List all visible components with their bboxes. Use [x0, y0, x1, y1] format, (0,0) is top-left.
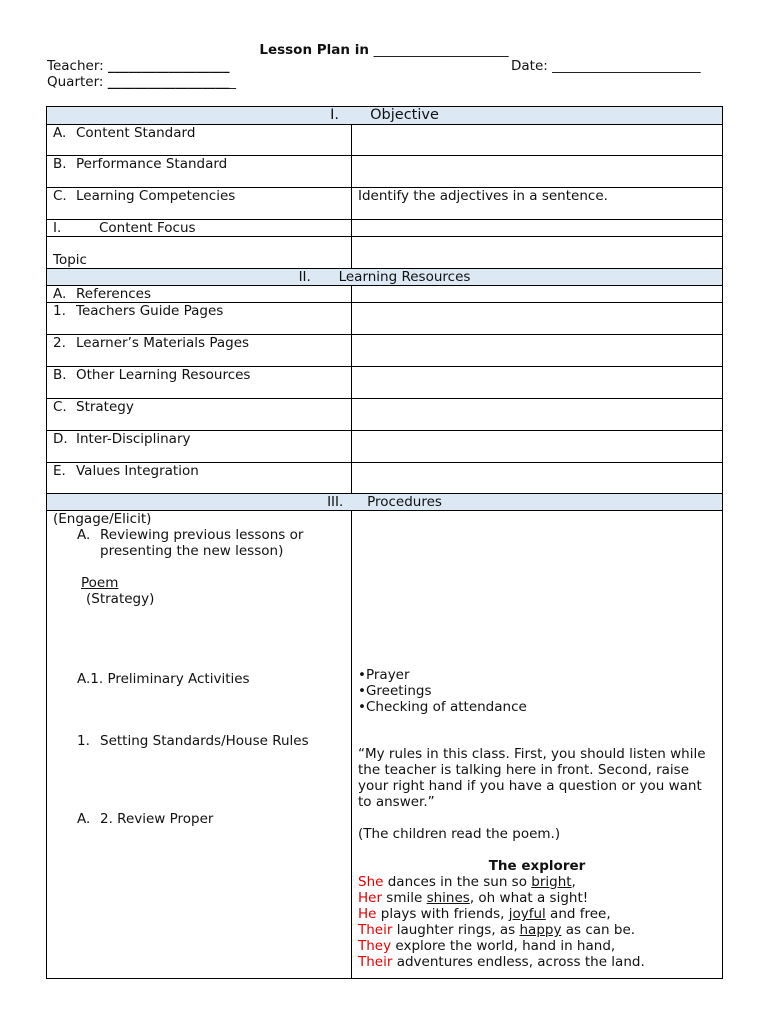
section-title: Learning Resources: [338, 269, 471, 285]
row-letter: B.: [53, 156, 67, 172]
row-content-standard: [47, 125, 723, 156]
row-performance-standard: [47, 156, 723, 188]
row-value: [352, 367, 723, 399]
row-value: [352, 286, 723, 303]
row-value: [352, 303, 723, 335]
procedures-left: [47, 511, 352, 979]
poem-line: Their adventures endless, across the land.: [358, 954, 645, 970]
prelim-item-prayer: •Prayer: [358, 667, 410, 683]
section-number: III.: [327, 494, 344, 510]
poem-line: They explore the world, hand in hand,: [358, 938, 616, 954]
date-label: Date:: [511, 58, 548, 74]
row-value: [352, 125, 723, 156]
row-label: Performance Standard: [76, 156, 228, 172]
row-label: Content Standard: [76, 125, 196, 141]
row-learning-competencies: [47, 188, 723, 220]
row-letter: A.: [53, 125, 67, 141]
row-letter: D.: [53, 431, 68, 447]
row-letter: E.: [53, 463, 66, 479]
poem-line: Their laughter rings, as happy as can be.: [358, 922, 636, 938]
section-title: Objective: [370, 107, 439, 123]
row-letter: A.: [53, 286, 67, 302]
row-label: Other Learning Resources: [76, 367, 251, 383]
section-procedures: [47, 494, 723, 511]
house-rules-text: “My rules in this class. First, you should listen while the teacher is talking here in front. Second, raise your right hand if you have a question or you want to answer.”: [358, 746, 706, 810]
lesson-plan-title: [47, 42, 721, 58]
row-value: [352, 220, 723, 237]
row-letter: 1.: [53, 303, 66, 319]
competency-value: Identify the adjectives in a sentence.: [352, 188, 723, 220]
poem-title: The explorer: [488, 858, 586, 874]
poem-label: Poem: [81, 575, 119, 591]
quarter-tail: _: [229, 74, 237, 90]
teacher-label: Teacher:: [47, 58, 104, 74]
engage-label: (Engage/Elicit): [53, 511, 152, 527]
row-procedures-body: [47, 511, 723, 979]
strategy-label: (Strategy): [86, 591, 155, 607]
pronoun: He: [358, 906, 377, 922]
quarter-blank: __________________: [107, 74, 230, 90]
row-content-focus: [47, 220, 723, 237]
row-label: Content Focus: [99, 220, 196, 236]
review-item: [53, 527, 345, 559]
quarter-row: [47, 74, 721, 90]
section-number: I.: [330, 107, 340, 123]
row-teachers-guide: [47, 303, 723, 335]
row-letter: C.: [53, 399, 67, 415]
section-resources: [47, 269, 723, 286]
row-label: Teachers Guide Pages: [76, 303, 224, 319]
row-label: Strategy: [76, 399, 134, 415]
adjective: happy: [519, 922, 562, 938]
pronoun: She: [358, 874, 384, 890]
row-letter: C.: [53, 188, 67, 204]
poem-line: Her smile shines, oh what a sight!: [358, 890, 589, 906]
quarter-label: Quarter:: [47, 74, 104, 90]
section-title: Procedures: [367, 494, 442, 510]
row-strategy: [47, 399, 723, 431]
row-value: [352, 335, 723, 367]
row-value: [352, 156, 723, 188]
row-topic: [47, 237, 723, 269]
review-letter: A.: [77, 527, 91, 543]
procedures-right: [352, 511, 723, 979]
pronoun: They: [358, 938, 392, 954]
row-value: [352, 431, 723, 463]
standards-label: Setting Standards/House Rules: [100, 733, 309, 749]
row-label: Inter-Disciplinary: [76, 431, 191, 447]
children-read-note: (The children read the poem.): [358, 826, 561, 842]
prelim-item-greetings: •Greetings: [358, 683, 432, 699]
preliminary-label: A.1. Preliminary Activities: [77, 671, 250, 687]
poem-line: She dances in the sun so bright,: [358, 874, 576, 890]
lesson-plan-table: [46, 106, 723, 979]
standards-item: [53, 733, 345, 749]
review-line-1: Reviewing previous lessons or: [100, 527, 304, 543]
row-label: Learner’s Materials Pages: [76, 335, 250, 351]
section-objective: [47, 107, 723, 125]
row-label: Values Integration: [76, 463, 199, 479]
row-label: References: [76, 286, 152, 302]
row-label: Learning Competencies: [76, 188, 236, 204]
teacher-row: [47, 58, 721, 74]
row-letter: 2.: [53, 335, 66, 351]
subject-blank: ____________________: [373, 42, 509, 58]
section-number: II.: [298, 269, 311, 285]
row-references: [47, 286, 723, 303]
topic-label: Topic: [53, 252, 87, 268]
pronoun: Their: [358, 954, 393, 970]
pronoun: Her: [358, 890, 383, 906]
review-proper-label: 2. Review Proper: [100, 811, 214, 827]
date-blank: ______________________: [552, 58, 701, 74]
review-line-2: presenting the new lesson): [100, 543, 284, 559]
standards-number: 1.: [77, 733, 90, 749]
review-proper-letter: A.: [77, 811, 91, 827]
row-learners-materials: [47, 335, 723, 367]
row-values-integration: [47, 463, 723, 494]
pronoun: Their: [358, 922, 393, 938]
row-value: [352, 463, 723, 494]
teacher-blank: __________________: [107, 58, 230, 74]
row-other-resources: [47, 367, 723, 399]
prelim-item-attendance: •Checking of attendance: [358, 699, 527, 715]
row-letter: B.: [53, 367, 67, 383]
row-value: [352, 399, 723, 431]
row-inter-disciplinary: [47, 431, 723, 463]
review-proper-item: [53, 811, 345, 827]
row-value: [352, 237, 723, 269]
row-number: I.: [53, 220, 62, 236]
poem-line: He plays with friends, joyful and free,: [358, 906, 611, 922]
adjective: bright: [531, 874, 572, 890]
date-field: [511, 58, 701, 74]
adjective: shines: [426, 890, 470, 906]
title-label: Lesson Plan in: [259, 42, 369, 58]
adjective: joyful: [508, 906, 546, 922]
